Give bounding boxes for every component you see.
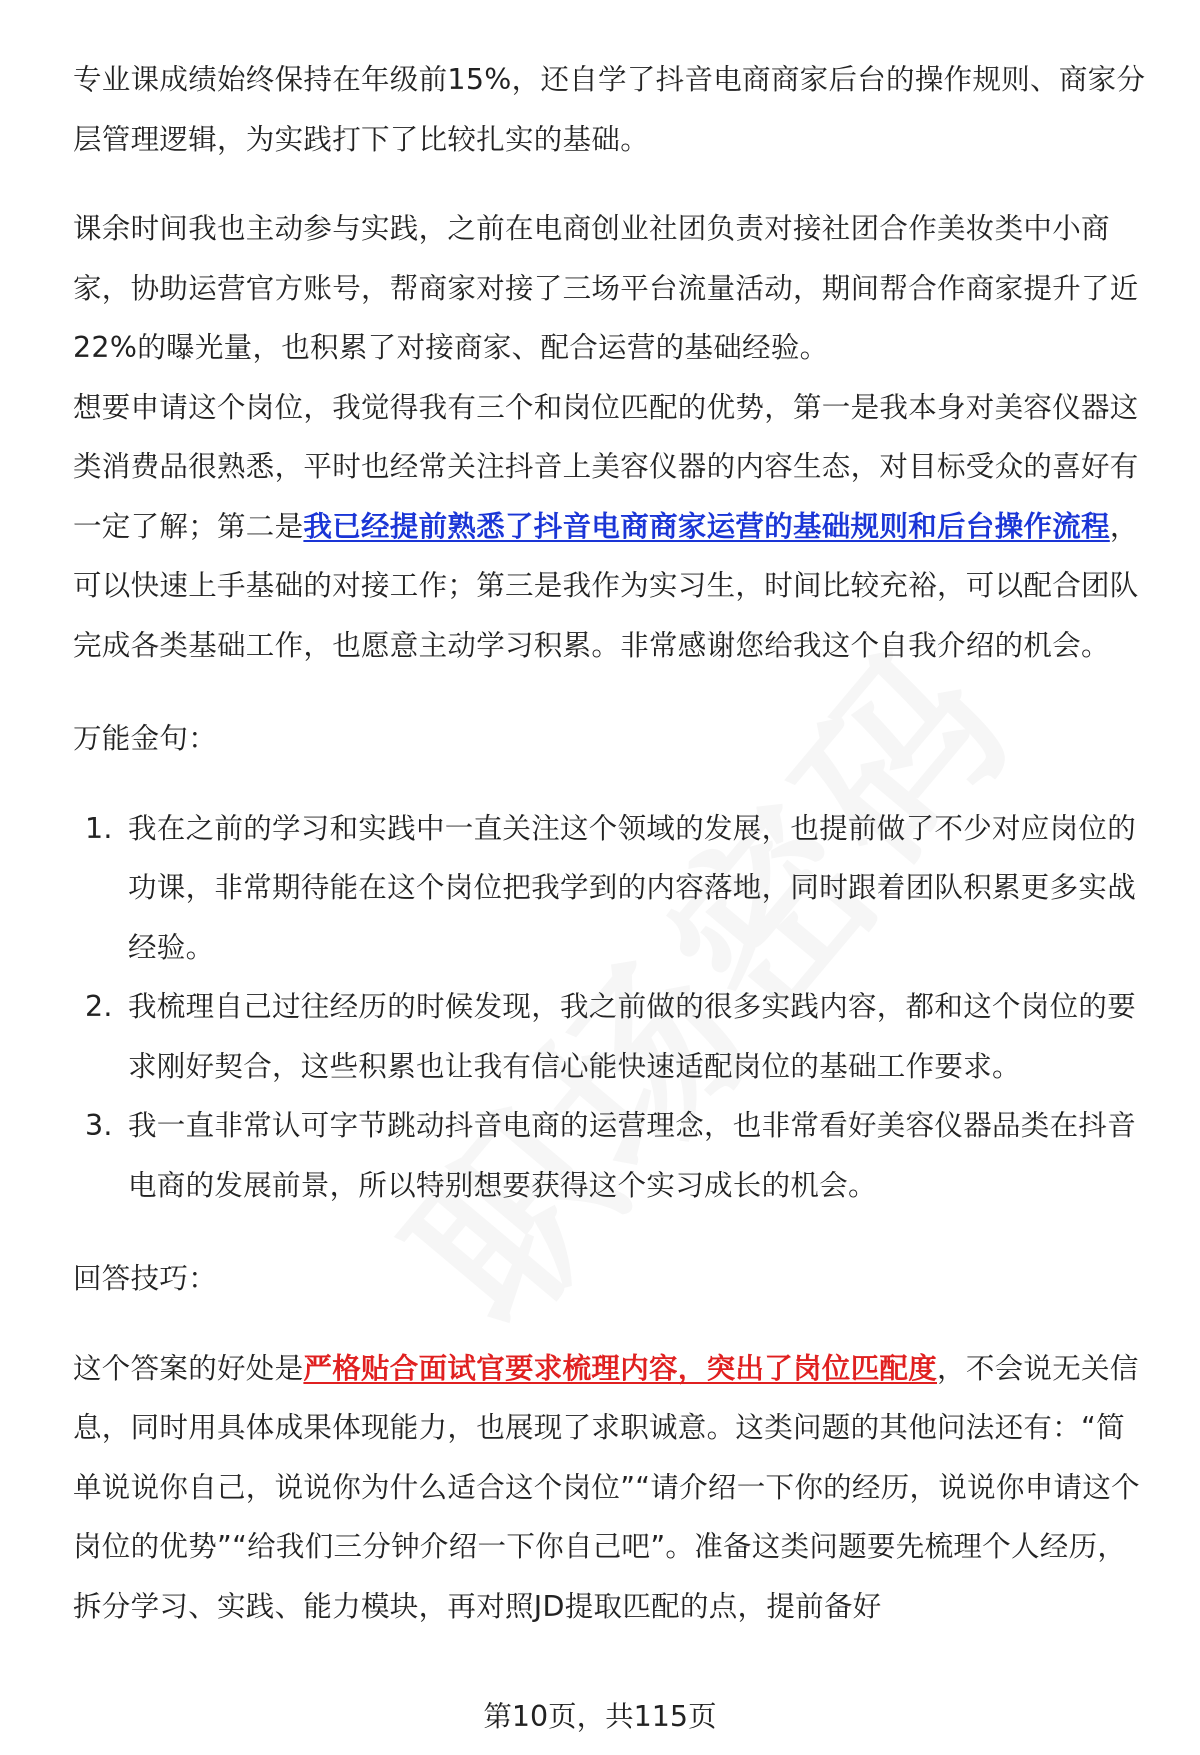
advantages-text-after: ，可以快速上手基础的对接工作；第三是我作为实习生，时间比较充裕，可以配合团队完成各类基础工作，也愿意主动学习积累。非常感谢您给我这个自我介绍的机会。 — [73, 509, 1139, 662]
list-item — [73, 1096, 1153, 1215]
paragraph-practice: 课余时间我也主动参与实践，之前在电商创业社团负责对接社团合作美妆类中小商家，协助运营官方账号，帮商家对接了三场平台流量活动，期间帮合作商家提升了近22%的曝光量，也积累了对接商家、配合运营的基础经验。 — [73, 212, 1139, 364]
list-item-number: 2. — [85, 990, 113, 1023]
golden-list — [73, 799, 1153, 1216]
list-item-text: 我梳理自己过往经历的时候发现，我之前做的很多实践内容，都和这个岗位的要求刚好契合，这些积累也让我有信心能快速适配岗位的基础工作要求。 — [128, 990, 1137, 1083]
tips-text-after: ，不会说无关信息，同时用具体成果体现能力，也展现了求职诚意。这类问题的其他问法还有：“简单说说你自己，说说你为什么适合这个岗位”“请介绍一下你的经历，说说你申请这个岗位的优势”“给我们三分钟介绍一下你自己吧”。准备这类问题要先梳理个人经历，拆分学习、实践、能力模块，再对照JD提取匹配的点，提前备好 — [73, 1351, 1140, 1623]
advantages-text-before: 想要申请这个岗位，我觉得我有三个和岗位匹配的优势，第一是我本身对美容仪器这类消费品很熟悉，平时也经常关注抖音上美容仪器的内容生态，对目标受众的喜好有一定了解；第二是 — [73, 390, 1139, 543]
page-number: 第10页，共115页 — [483, 1700, 717, 1733]
section-heading-tips: 回答技巧： — [73, 1262, 218, 1295]
list-item — [73, 799, 1153, 978]
paragraph-advantages — [73, 378, 1153, 676]
list-item-number: 3. — [85, 1109, 113, 1142]
paragraph-tips — [73, 1339, 1153, 1637]
list-item-text: 我一直非常认可字节跳动抖音电商的运营理念，也非常看好美容仪器品类在抖音电商的发展前景，所以特别想要获得这个实习成长的机会。 — [128, 1109, 1137, 1202]
paragraph-academic: 专业课成绩始终保持在年级前15%，还自学了抖音电商商家后台的操作规则、商家分层管理逻辑，为实践打下了比较扎实的基础。 — [73, 63, 1146, 156]
section-heading-golden: 万能金句： — [73, 722, 218, 755]
tips-highlight: 严格贴合面试官要求梳理内容，突出了岗位匹配度 — [303, 1351, 938, 1385]
document-body — [73, 50, 1153, 1636]
tips-text-before: 这个答案的好处是 — [73, 1351, 304, 1385]
list-item-text: 我在之前的学习和实践中一直关注这个领域的发展，也提前做了不少对应岗位的功课，非常期待能在这个岗位把我学到的内容落地，同时跟着团队积累更多实战经验。 — [128, 811, 1137, 964]
list-item — [73, 977, 1153, 1096]
advantages-highlight: 我已经提前熟悉了抖音电商商家运营的基础规则和后台操作流程 — [303, 509, 1110, 543]
list-item-number: 1. — [85, 811, 113, 845]
